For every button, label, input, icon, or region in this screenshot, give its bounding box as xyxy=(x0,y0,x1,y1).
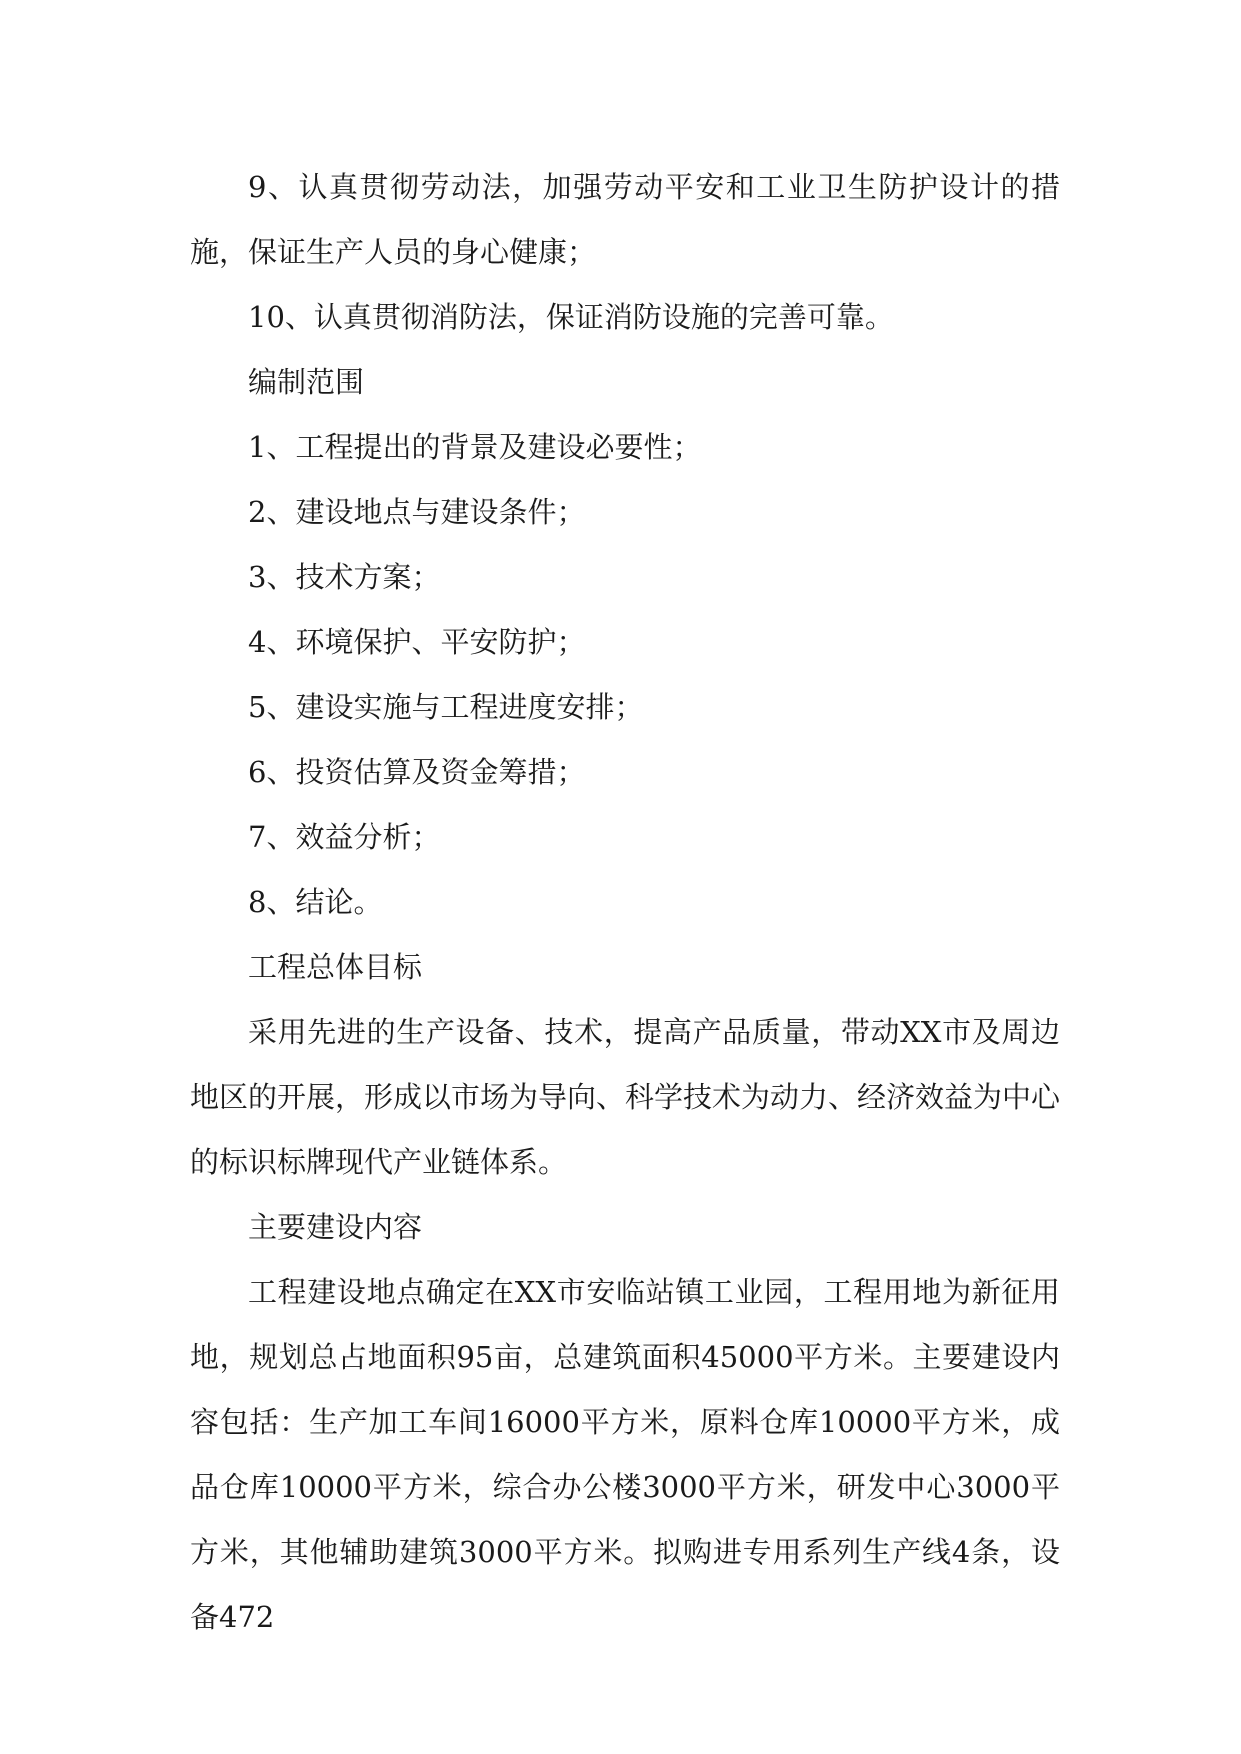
scope-item-1: 1、工程提出的背景及建设必要性； xyxy=(248,430,702,464)
section-heading-content: 主要建设内容 xyxy=(248,1210,423,1244)
section-heading-goal: 工程总体目标 xyxy=(248,950,423,984)
list-item-9: 9、认真贯彻劳动法，加强劳动平安和工业卫生防护设计的措施，保证生产人员的身心健康； xyxy=(190,170,1060,269)
scope-item-2: 2、建设地点与建设条件； xyxy=(248,495,586,529)
section-heading-scope: 编制范围 xyxy=(248,365,365,399)
scope-item-7: 7、效益分析； xyxy=(248,820,441,854)
document-body xyxy=(190,155,1060,1650)
scope-item-8: 8、结论。 xyxy=(248,885,383,919)
scope-item-6: 6、投资估算及资金筹措； xyxy=(248,755,586,789)
scope-item-3: 3、技术方案； xyxy=(248,560,441,594)
scope-item-5: 5、建设实施与工程进度安排； xyxy=(248,690,644,724)
goal-paragraph: 采用先进的生产设备、技术，提高产品质量，带动XX市及周边地区的开展，形成以市场为导向、科学技术为动力、经济效益为中心的标识标牌现代产业链体系。 xyxy=(190,1015,1061,1179)
content-paragraph: 工程建设地点确定在XX市安临站镇工业园，工程用地为新征用地，规划总占地面积95亩，总建筑面积45000平方米。主要建设内容包括：生产加工车间16000平方米，原料仓库10000平方米，成品仓库10000平方米，综合办公楼3000平方米，研发中心3000平方米，其他辅助建筑3000平方米。拟购进专用系列生产线4条，设备472 xyxy=(190,1275,1060,1634)
list-item-10: 10、认真贯彻消防法，保证消防设施的完善可靠。 xyxy=(248,300,894,334)
scope-item-4: 4、环境保护、平安防护； xyxy=(248,625,586,659)
